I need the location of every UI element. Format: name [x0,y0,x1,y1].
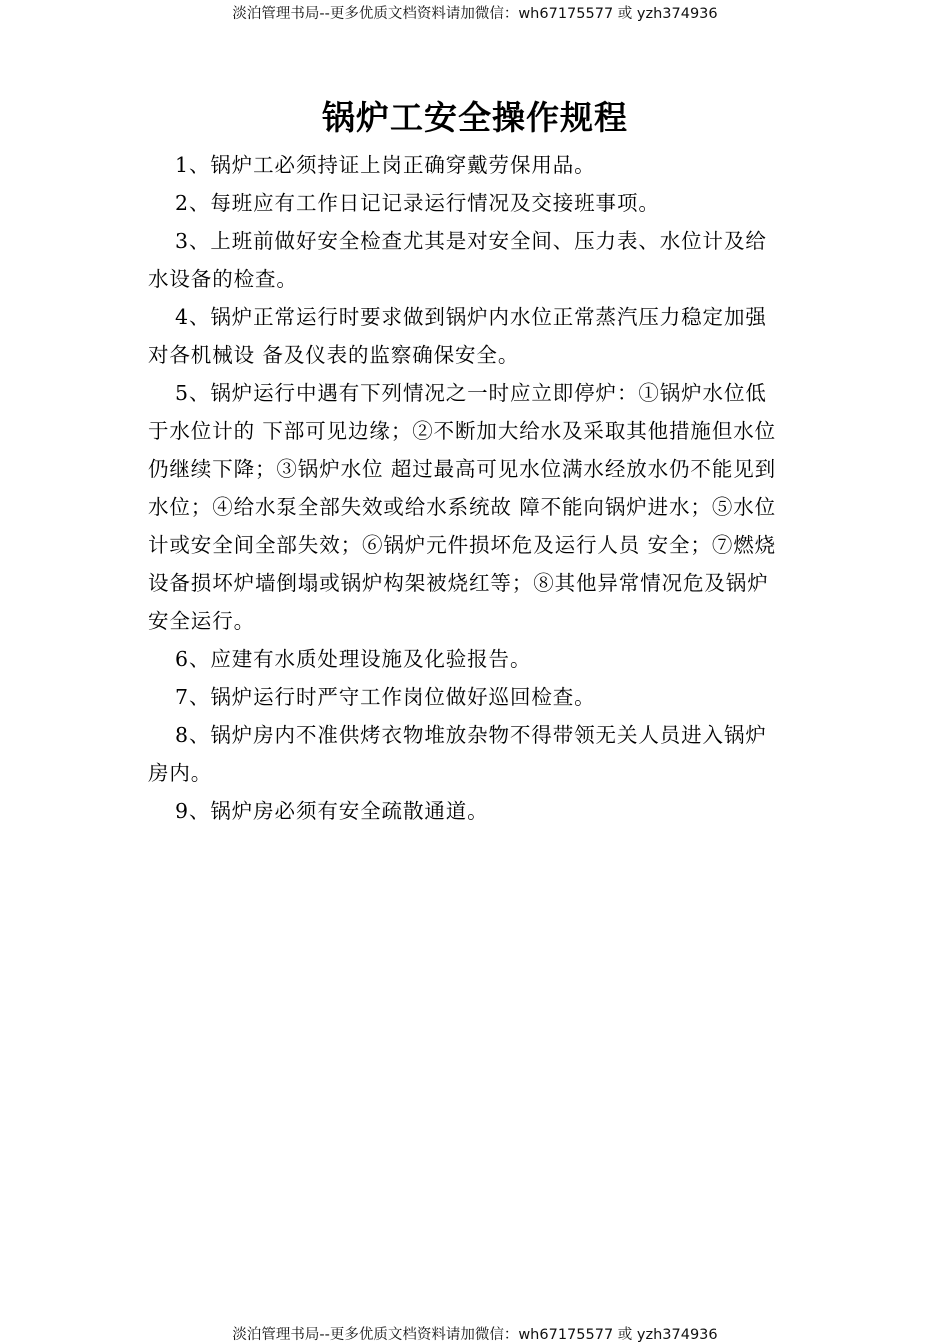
paragraph-line: 水设备的检查。 [148,267,298,291]
footer-watermark: 淡泊管理书局--更多优质文档资料请加微信：wh67175577 或 yzh374936 [232,1327,718,1343]
paragraph-7 [148,678,808,716]
paragraph-line: 仍继续下降；③锅炉水位 超过最高可见水位满水经放水仍不能见到 [148,457,777,481]
paragraph-4 [148,298,808,374]
paragraph-line: 安全运行。 [148,609,255,633]
paragraph-5 [148,374,808,640]
paragraph-line: 计或安全间全部失效；⑥锅炉元件损坏危及运行人员 安全；⑦燃烧 [148,533,777,557]
document-title: 锅炉工安全操作规程 [322,98,628,137]
paragraph-line: 9、锅炉房必须有安全疏散通道。 [175,799,489,823]
paragraph-line: 7、锅炉运行时严守工作岗位做好巡回检查。 [175,685,596,709]
paragraph-line: 3、上班前做好安全检查尤其是对安全间、压力表、水位计及给 [175,229,767,253]
paragraph-2 [148,184,808,222]
paragraph-3 [148,222,808,298]
paragraph-line: 水位；④给水泵全部失效或给水系统故 障不能向锅炉进水；⑤水位 [148,495,777,519]
paragraph-line: 4、锅炉正常运行时要求做到锅炉内水位正常蒸汽压力稳定加强 [175,305,767,329]
paragraph-line: 对各机械设 备及仪表的监察确保安全。 [148,343,520,367]
paragraph-line: 于水位计的 下部可见边缘；②不断加大给水及采取其他措施但水位 [148,419,777,443]
document-body [148,146,808,830]
paragraph-line: 6、应建有水质处理设施及化验报告。 [175,647,532,671]
paragraph-8 [148,716,808,792]
paragraph-line: 8、锅炉房内不准供烤衣物堆放杂物不得带领无关人员进入锅炉 [175,723,767,747]
header-watermark: 淡泊管理书局--更多优质文档资料请加微信：wh67175577 或 yzh374936 [232,6,718,22]
paragraph-line: 房内。 [148,761,213,785]
paragraph-line: 设备损坏炉墙倒塌或锅炉构架被烧红等；⑧其他异常情况危及锅炉 [148,571,769,595]
paragraph-line: 2、每班应有工作日记记录运行情况及交接班事项。 [175,191,660,215]
paragraph-1 [148,146,808,184]
paragraph-line: 1、锅炉工必须持证上岗正确穿戴劳保用品。 [175,153,596,177]
paragraph-6 [148,640,808,678]
paragraph-line: 5、锅炉运行中遇有下列情况之一时应立即停炉：①锅炉水位低 [175,381,767,405]
paragraph-9 [148,792,808,830]
